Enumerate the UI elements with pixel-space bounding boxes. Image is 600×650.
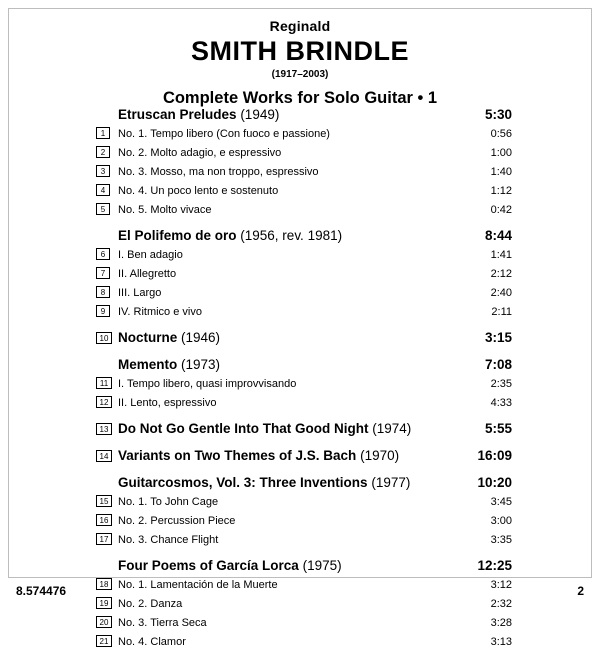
- page-number: 2: [577, 584, 584, 598]
- page-footer: [16, 584, 584, 598]
- track-number: 5: [96, 203, 110, 215]
- track-title: No. 4. Un poco lento e sostenuto: [118, 185, 279, 197]
- track-title: I. Ben adagio: [118, 249, 183, 261]
- track-duration: 3:45: [490, 496, 512, 508]
- track-number: 18: [96, 578, 112, 590]
- track-row: [96, 613, 512, 631]
- track-row: [96, 511, 512, 529]
- work-title: [118, 356, 466, 373]
- track-title: I. Tempo libero, quasi improvvisando: [118, 378, 297, 390]
- track-row: [96, 200, 512, 218]
- track-number-cell: [96, 613, 118, 631]
- composer-first-name: Reginald: [269, 18, 331, 34]
- track-number-cell: [96, 283, 118, 301]
- track-number-cell: [96, 181, 118, 199]
- work-year: (1970): [360, 448, 400, 463]
- track-title: IV. Ritmico e vivo: [118, 306, 202, 318]
- track-number: 21: [96, 635, 112, 647]
- work-title: [118, 557, 466, 574]
- track-duration: 3:12: [490, 579, 512, 591]
- work-heading: [96, 106, 512, 123]
- work-title-text: Do Not Go Gentle Into That Good Night: [118, 421, 369, 436]
- track-row: [96, 143, 512, 161]
- track-title: No. 2. Danza: [118, 598, 183, 610]
- work-title-text: El Polifemo de oro: [118, 228, 237, 243]
- work-year: (1946): [181, 330, 221, 345]
- track-number: 8: [96, 286, 110, 298]
- track-duration: 1:00: [490, 147, 512, 159]
- work-number-cell: [96, 447, 118, 465]
- work-title-text: Etruscan Preludes: [118, 107, 237, 122]
- composer-last-name: SMITH BRINDLE: [191, 36, 409, 66]
- track-row: [96, 530, 512, 548]
- track-number: 16: [96, 514, 112, 526]
- album-title: Complete Works for Solo Guitar • 1: [162, 89, 438, 107]
- track-duration: 3:13: [490, 636, 512, 648]
- work-title-text: Nocturne: [118, 330, 178, 345]
- work-heading: [96, 356, 512, 373]
- track-row: [96, 283, 512, 301]
- track-row: [96, 632, 512, 650]
- page-border-top: [8, 8, 592, 9]
- track-duration: 3:35: [490, 534, 512, 546]
- track-number-cell: [96, 162, 118, 180]
- track-duration: 0:56: [490, 128, 512, 140]
- track-number-cell: [96, 200, 118, 218]
- track-number: 7: [96, 267, 110, 279]
- page-border-left: [8, 8, 9, 578]
- work-duration: 5:30: [484, 107, 512, 122]
- track-number-cell: [96, 245, 118, 263]
- track-title: No. 1. To John Cage: [118, 496, 219, 508]
- work-heading: [96, 474, 512, 491]
- track-number-cell: [96, 632, 118, 650]
- track-number-cell: [96, 143, 118, 161]
- track-number: 6: [96, 248, 110, 260]
- track-duration: 2:32: [490, 598, 512, 610]
- work-heading: [96, 420, 512, 438]
- track-number-cell: [96, 374, 118, 392]
- track-duration: 2:11: [491, 306, 512, 318]
- work-number-cell: [96, 420, 118, 438]
- work-year: (1949): [240, 107, 280, 122]
- track-title: No. 3. Mosso, ma non troppo, espressivo: [118, 166, 319, 178]
- track-duration: 2:35: [490, 378, 512, 390]
- track-number: 10: [96, 332, 112, 344]
- work-title-text: Memento: [118, 357, 178, 372]
- track-number: 19: [96, 597, 112, 609]
- work-heading: [96, 227, 512, 244]
- track-duration: 4:33: [490, 397, 512, 409]
- work-title: [118, 227, 466, 244]
- track-number: 3: [96, 165, 110, 177]
- track-duration: 1:41: [490, 249, 512, 261]
- track-row: [96, 124, 512, 142]
- track-title: No. 3. Chance Flight: [118, 534, 219, 546]
- track-number: 1: [96, 127, 110, 139]
- catalog-number: 8.574476: [16, 584, 67, 598]
- track-title: No. 3. Tierra Seca: [118, 617, 207, 629]
- track-duration: 2:40: [490, 287, 512, 299]
- track-number: 2: [96, 146, 110, 158]
- track-number: 13: [96, 423, 112, 435]
- work-year: (1977): [371, 475, 411, 490]
- work-duration: 16:09: [477, 448, 512, 463]
- work-number-cell: [96, 329, 118, 347]
- track-number-cell: [96, 393, 118, 411]
- track-number: 12: [96, 396, 112, 408]
- track-row: [96, 393, 512, 411]
- track-number: 15: [96, 495, 112, 507]
- track-row: [96, 374, 512, 392]
- work-year: (1973): [181, 357, 221, 372]
- track-row: [96, 245, 512, 263]
- track-number: 9: [96, 305, 110, 317]
- track-number-cell: [96, 264, 118, 282]
- track-row: [96, 162, 512, 180]
- track-number-cell: [96, 530, 118, 548]
- track-number-cell: [96, 124, 118, 142]
- track-number: 20: [96, 616, 112, 628]
- track-row: [96, 302, 512, 320]
- work-title: [118, 329, 466, 346]
- work-title-text: Four Poems of García Lorca: [118, 558, 299, 573]
- work-year: (1974): [372, 421, 412, 436]
- track-number-cell: [96, 511, 118, 529]
- track-duration: 2:12: [490, 268, 512, 280]
- work-duration: 3:15: [484, 330, 512, 345]
- work-title-text: Guitarcosmos, Vol. 3: Three Inventions: [118, 475, 368, 490]
- page-border-right: [591, 8, 592, 578]
- track-row: [96, 181, 512, 199]
- track-row: [96, 264, 512, 282]
- track-row: [96, 492, 512, 510]
- track-title: II. Allegretto: [118, 268, 177, 280]
- track-duration: 1:40: [490, 166, 512, 178]
- track-duration: 3:00: [490, 515, 512, 527]
- work-duration: 10:20: [477, 475, 512, 490]
- work-title: [118, 106, 466, 123]
- work-duration: 7:08: [484, 357, 512, 372]
- work-heading: [96, 329, 512, 347]
- track-title: No. 1. Lamentación de la Muerte: [118, 579, 278, 591]
- work-year: (1975): [302, 558, 342, 573]
- track-number-cell: [96, 492, 118, 510]
- track-number: 14: [96, 450, 112, 462]
- work-duration: 12:25: [477, 558, 512, 573]
- work-duration: 8:44: [484, 228, 512, 243]
- work-title-text: Variants on Two Themes of J.S. Bach: [118, 448, 357, 463]
- track-title: No. 4. Clamor: [118, 636, 186, 648]
- work-heading: [96, 557, 512, 574]
- work-title: [118, 447, 466, 464]
- work-heading: [96, 447, 512, 465]
- page-header: [0, 0, 600, 108]
- composer-life-dates: (1917–2003): [271, 69, 329, 80]
- track-title: No. 2. Percussion Piece: [118, 515, 236, 527]
- track-title: II. Lento, espressivo: [118, 397, 217, 409]
- track-number: 4: [96, 184, 110, 196]
- track-number-cell: [96, 302, 118, 320]
- work-title: [118, 420, 466, 437]
- work-year: (1956, rev. 1981): [240, 228, 343, 243]
- track-title: No. 1. Tempo libero (Con fuoco e passione): [118, 128, 330, 140]
- track-title: No. 5. Molto vivace: [118, 204, 212, 216]
- track-duration: 1:12: [490, 185, 512, 197]
- work-duration: 5:55: [484, 421, 512, 436]
- track-number: 17: [96, 533, 112, 545]
- track-title: III. Largo: [118, 287, 162, 299]
- track-duration: 3:28: [490, 617, 512, 629]
- track-title: No. 2. Molto adagio, e espressivo: [118, 147, 282, 159]
- work-title: [118, 474, 466, 491]
- track-duration: 0:42: [490, 204, 512, 216]
- track-number: 11: [96, 377, 112, 389]
- tracklist: [96, 106, 512, 650]
